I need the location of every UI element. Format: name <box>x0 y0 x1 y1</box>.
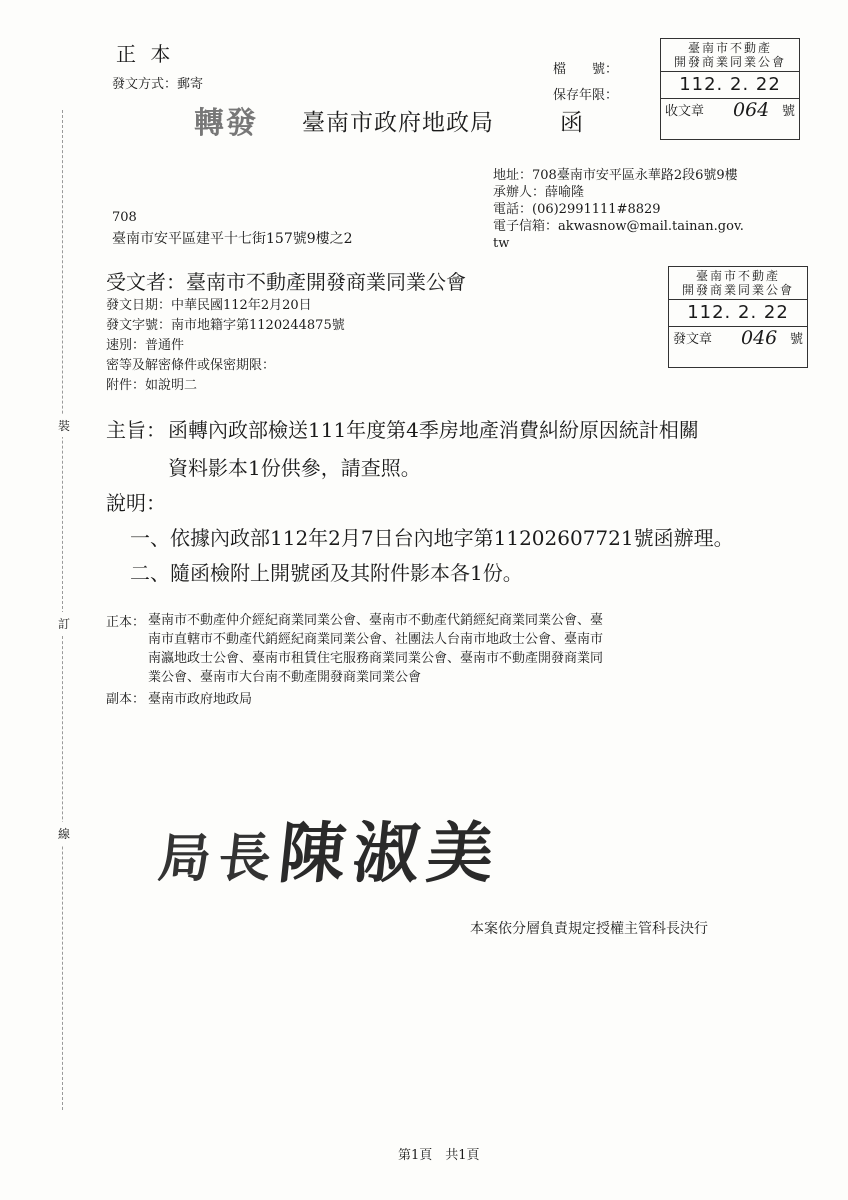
authorization-note: 本案依分層負責規定授權主管科長決行 <box>470 921 708 937</box>
received-stamp <box>660 38 800 140</box>
stamp-suffix: 號 <box>789 332 803 347</box>
stamp-org-line2: 開發商業同業公會 <box>673 55 786 69</box>
main-recipients-line: 臺南市不動產仲介經紀商業同業公會、臺南市不動產代銷經紀商業同業公會、臺 <box>148 613 604 628</box>
explanation-item-1: 一、依據內政部112年2月7日台內地字第11202607721號函辦理。 <box>130 526 734 550</box>
contact-address: 地址：708臺南市安平區永華路2段6號9樓 <box>493 168 738 183</box>
binding-mark-xian: 線 <box>58 822 70 845</box>
stamp-org-line2: 開發商業同業公會 <box>681 283 794 297</box>
main-recipients-line: 南市直轄市不動產代銷經紀商業同業公會、社團法人台南市地政士公會、臺南市 <box>148 632 604 647</box>
speed: 速別：普通件 <box>106 338 185 353</box>
contact-block <box>493 167 744 252</box>
recipient-street: 臺南市安平區建平十七街157號9樓之2 <box>112 231 353 247</box>
meta-block <box>106 296 345 396</box>
main-recipients <box>148 611 603 687</box>
doc-type: 函 <box>560 110 584 136</box>
file-no-label: 檔 號： <box>553 62 619 77</box>
contact-officer: 承辦人：薛喻隆 <box>493 185 585 200</box>
agency-title: 臺南市政府地政局 <box>302 110 494 136</box>
stamp-label: 發文章 <box>673 332 713 347</box>
stamp-date: 112. 2. 22 <box>669 300 807 327</box>
signature-name: 陳淑美 <box>275 814 506 892</box>
copy-recipients: 臺南市政府地政局 <box>148 692 253 707</box>
explanation-label: 說明： <box>106 491 166 515</box>
stamp-org-line1: 臺南市不動產 <box>695 269 780 283</box>
contact-email-cont: tw <box>493 236 510 251</box>
copy-recipients-label: 副本： <box>106 692 146 707</box>
contact-email: 電子信箱：akwasnow@mail.tainan.gov. <box>493 219 744 234</box>
subject-line2: 資料影本1份供參，請查照。 <box>168 456 421 480</box>
main-recipients-line: 南瀛地政士公會、臺南市租賃住宅服務商業同業公會、臺南市不動產開發商業同 <box>148 651 604 666</box>
stamp-suffix: 號 <box>781 104 795 119</box>
security-level: 密等及解密條件或保密期限： <box>106 358 276 373</box>
stamp-number: 046 <box>741 327 778 349</box>
binding-line <box>62 110 63 1110</box>
stamp-number: 064 <box>733 99 770 121</box>
page-footer: 第1頁 共1頁 <box>398 1148 480 1163</box>
sent-stamp <box>668 266 808 368</box>
signature-title: 局長 <box>155 828 283 889</box>
subject-line1: 函轉內政部檢送111年度第4季房地產消費糾紛原因統計相關 <box>168 418 699 442</box>
explanation-item-2: 二、隨函檢附上開號函及其附件影本各1份。 <box>130 561 523 585</box>
main-recipients-line: 業公會、臺南市大台南不動產開發商業同業公會 <box>148 670 422 685</box>
main-recipients-label: 正本： <box>106 615 146 630</box>
binding-mark-ding: 訂 <box>58 612 70 635</box>
signature <box>155 800 507 895</box>
send-date: 發文日期：中華民國112年2月20日 <box>106 298 312 313</box>
delivery-method: 發文方式：郵寄 <box>112 77 204 92</box>
contact-phone: 電話：(06)2991111#8829 <box>493 202 661 217</box>
recipient: 受文者：臺南市不動產開發商業同業公會 <box>106 270 466 294</box>
stamp-label: 收文章 <box>665 104 705 119</box>
retention-label: 保存年限： <box>553 88 619 103</box>
reference-number: 發文字號：南市地籍字第1120244875號 <box>106 318 345 333</box>
recipient-zip: 708 <box>112 210 137 225</box>
stamp-org-line1: 臺南市不動產 <box>687 41 772 55</box>
stamp-date: 112. 2. 22 <box>661 72 799 99</box>
copy-type: 正 本 <box>116 42 175 66</box>
subject-label: 主旨： <box>106 418 166 442</box>
binding-mark-zhuang: 裝 <box>58 414 70 437</box>
forward-mark: 轉發 <box>194 106 258 141</box>
attachments: 附件：如說明二 <box>106 378 198 393</box>
